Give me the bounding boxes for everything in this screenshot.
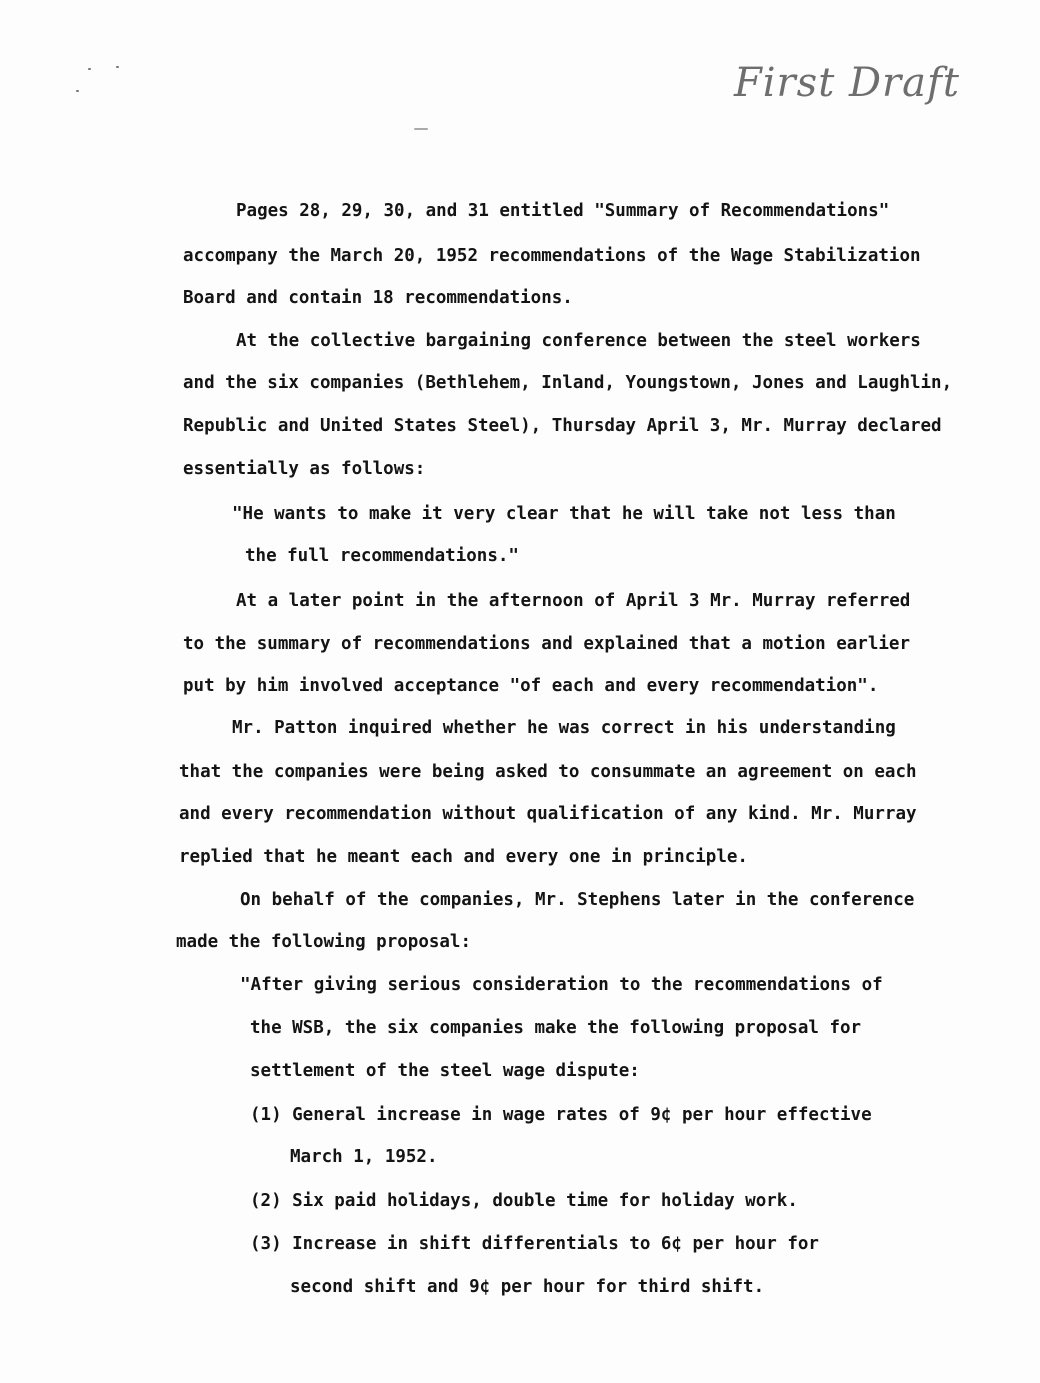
text-line: Pages 28, 29, 30, and 31 entitled "Summary of Recommendations"	[236, 201, 890, 221]
list-item: (2) Six paid holidays, double time for holiday work.	[250, 1191, 798, 1211]
text-line: put by him involved acceptance "of each and every recommendation".	[183, 676, 879, 696]
text-line: accompany the March 20, 1952 recommendations of the Wage Stabilization	[183, 246, 921, 266]
text-line: to the summary of recommendations and explained that a motion earlier	[183, 634, 910, 654]
ink-speck	[88, 68, 91, 70]
text-line: essentially as follows:	[183, 459, 426, 479]
list-item: (3) Increase in shift differentials to 6¢ per hour for	[250, 1234, 819, 1254]
handwritten-annotation	[730, 52, 1010, 112]
list-item-continuation: second shift and 9¢ per hour for third shift.	[290, 1277, 765, 1297]
text-line: At a later point in the afternoon of April 3 Mr. Murray referred	[236, 591, 911, 611]
quote-line: "He wants to make it very clear that he will take not less than	[232, 504, 896, 524]
text-line: Board and contain 18 recommendations.	[183, 288, 573, 308]
text-line: Republic and United States Steel), Thursday April 3, Mr. Murray declared	[183, 416, 942, 436]
ink-speck	[116, 66, 119, 68]
text-line: Mr. Patton inquired whether he was correct in his understanding	[232, 718, 896, 738]
ink-speck	[414, 128, 428, 130]
quote-line: the WSB, the six companies make the following proposal for	[250, 1018, 862, 1038]
quote-line: "After giving serious consideration to the recommendations of	[240, 975, 883, 995]
text-line: and the six companies (Bethlehem, Inland, Youngstown, Jones and Laughlin,	[183, 373, 953, 393]
list-item-continuation: March 1, 1952.	[290, 1147, 438, 1167]
text-line: replied that he meant each and every one in principle.	[179, 847, 748, 867]
ink-speck	[76, 90, 79, 92]
text-line: and every recommendation without qualification of any kind. Mr. Murray	[179, 804, 917, 824]
quote-line: the full recommendations."	[245, 546, 519, 566]
quote-line: settlement of the steel wage dispute:	[250, 1061, 640, 1081]
text-line: that the companies were being asked to consummate an agreement on each	[179, 762, 917, 782]
text-line: At the collective bargaining conference between the steel workers	[236, 331, 921, 351]
list-item: (1) General increase in wage rates of 9¢ per hour effective	[250, 1105, 872, 1125]
text-line: made the following proposal:	[176, 932, 472, 952]
handwritten-note: First Draft	[734, 60, 960, 106]
text-line: On behalf of the companies, Mr. Stephens later in the conference	[240, 890, 915, 910]
